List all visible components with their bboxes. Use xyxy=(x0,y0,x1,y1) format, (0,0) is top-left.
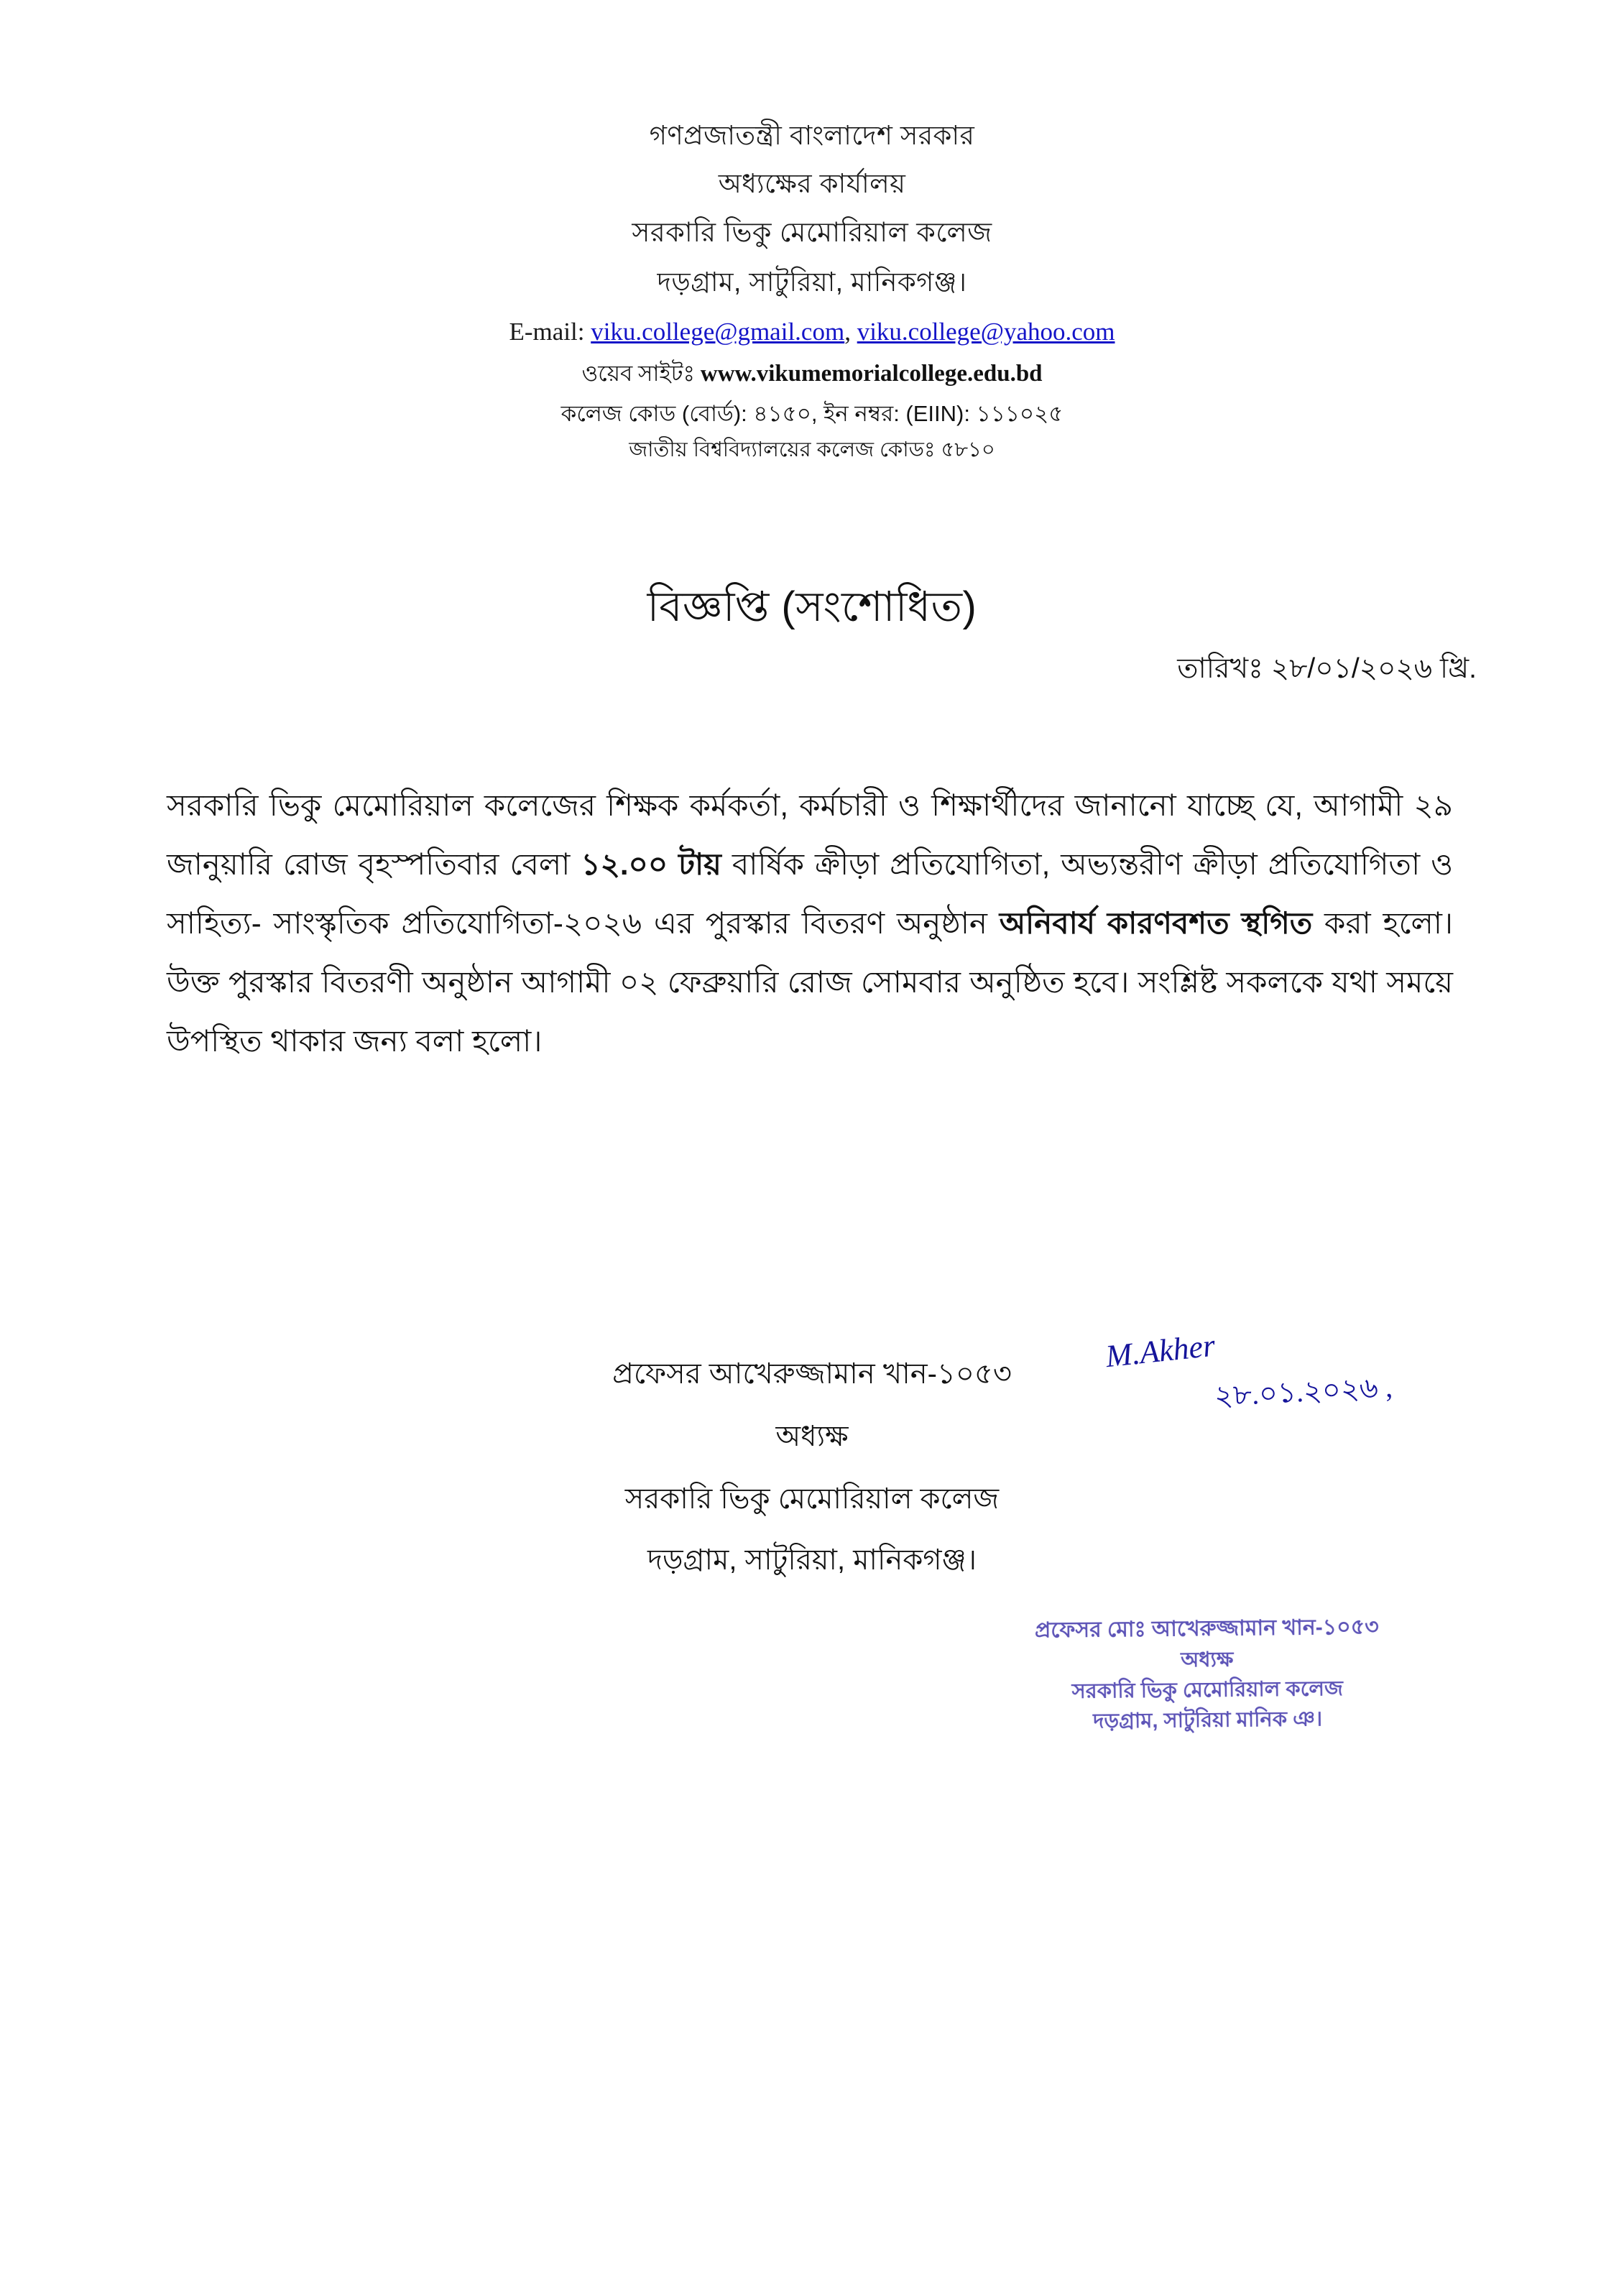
signatory-org-address: দড়গ্রাম, সাটুরিয়া, মানিকগঞ্জ। xyxy=(647,1544,977,1576)
stamp-line-4: দড়গ্রাম, সাটুরিয়া মানিক ঞ। xyxy=(1093,1707,1323,1733)
signatory-role: অধ্যক্ষ xyxy=(775,1421,849,1452)
website-label: ওয়েব সাইটঃ xyxy=(581,361,696,387)
title-block xyxy=(0,575,1624,645)
email-separator: , xyxy=(844,317,851,346)
website-url: www.vikumemorialcollege.edu.bd xyxy=(700,361,1043,387)
email-label: E-mail: xyxy=(509,317,585,346)
body-part-3: করা হলো। উক্ত পুরস্কার বিতরণী অনুষ্ঠান আগামী ০২ ফেব্রুয়ারি রোজ সোমবার অনুষ্ঠিত হবে। সংশ্লিষ্ট সকলকে যথা সময়ে উপস্থিত থাকার জন্য বলা হলো। xyxy=(167,905,1453,1058)
body-bold-postponed: অনিবার্য কারণবশত স্থগিত xyxy=(999,905,1313,940)
date-line: তারিখঃ ২৮/০১/২০২৬ খ্রি. xyxy=(1177,653,1477,684)
nu-college-code-line: জাতীয় বিশ্ববিদ্যালয়ের কলেজ কোডঃ ৫৮১০ xyxy=(629,438,995,462)
letterhead xyxy=(0,115,1624,469)
signatory-org: সরকারি ভিকু মেমোরিয়াল কলেজ xyxy=(624,1483,1000,1515)
signatory-name: প্রফেসর আখেরুজ্জামান খান-১০৫৩ xyxy=(612,1358,1012,1390)
stamp-line-3: সরকারি ভিকু মেমোরিয়াল কলেজ xyxy=(1071,1676,1344,1703)
email-line xyxy=(0,313,1624,351)
website-line xyxy=(0,356,1624,392)
body-part-2: বার্ষিক ক্রীড়া প্রতিযোগিতা, অভ্যন্তরীণ ক্রীড়া প্রতিযোগিতা ও সাহিত্য- সাংস্কৃতিক প্রতিযোগিতা-২০২৬ এর পুরস্কার বিতরণ অনুষ্ঠান xyxy=(167,847,1454,940)
email-link-yahoo[interactable]: viku.college@yahoo.com xyxy=(857,317,1115,346)
office-name: অধ্যক্ষের কার্যালয় xyxy=(718,169,906,199)
stamp-line-2: অধ্যক্ষ xyxy=(1180,1648,1234,1671)
page-title: বিজ্ঞপ্তি (সংশোধিত) xyxy=(647,583,977,630)
college-name: সরকারি ভিকু মেমোরিয়াল কলেজ xyxy=(632,217,992,248)
notice-body xyxy=(167,776,1453,1070)
email-link-gmail[interactable]: viku.college@gmail.com xyxy=(591,317,845,346)
signature-block xyxy=(0,1351,1624,1585)
handwritten-date: ২৮.০১.২০২৬ , xyxy=(1213,1370,1393,1413)
govt-name: গণপ্রজাতন্ত্রী বাংলাদেশ সরকার xyxy=(649,121,975,150)
college-code-line: কলেজ কোড (বোর্ড): ৪১৫০, ইন নম্বর: (EIIN): ১১১০২৫ xyxy=(560,401,1064,427)
handwritten-signature: M.Akher xyxy=(1104,1327,1217,1375)
body-bold-time: ১২.০০ টায় xyxy=(581,847,721,881)
college-address: দড়গ্রাম, সাটুরিয়া, মানিকগঞ্জ। xyxy=(657,267,967,297)
official-stamp xyxy=(1002,1611,1413,1738)
body-part-1: সরকারি ভিকু মেমোরিয়াল কলেজের শিক্ষক কর্মকর্তা, কর্মচারী ও শিক্ষার্থীদের জানানো যাচ্ছে যে, আগামী ২৯ জানুয়ারি রোজ বৃহস্পতিবার বেলা xyxy=(167,788,1453,881)
stamp-line-1: প্রফেসর মোঃ আখেরুজ্জামান খান-১০৫৩ xyxy=(1034,1615,1379,1643)
